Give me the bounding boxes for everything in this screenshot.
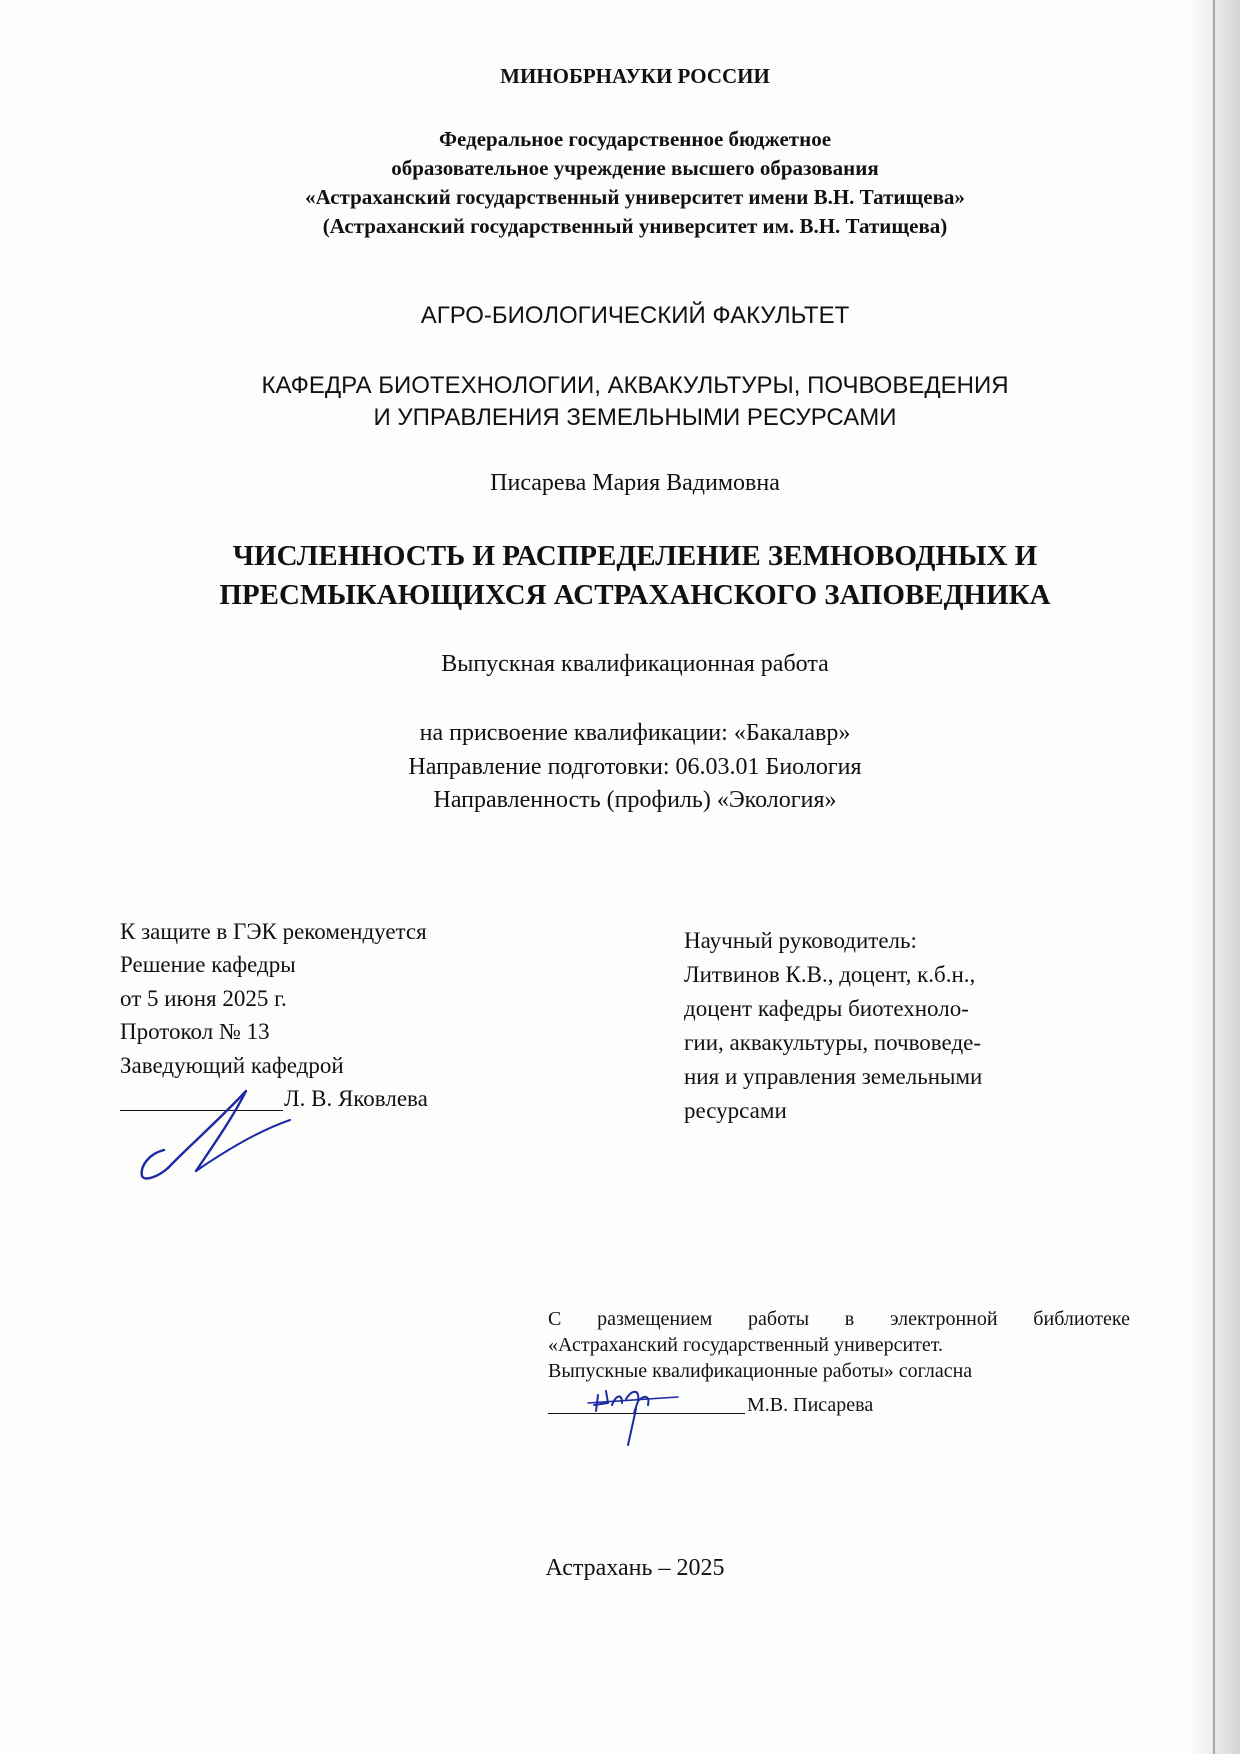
supervisor-line: ния и управления земельными — [684, 1064, 983, 1089]
department-line: КАФЕДРА БИОТЕХНОЛОГИИ, АКВАКУЛЬТУРЫ, ПОЧВОВЕДЕНИЯ — [261, 372, 1009, 399]
supervisor-line: гии, аквакультуры, почвоведе- — [684, 1030, 982, 1055]
city-year: Астрахань – 2025 — [545, 1555, 725, 1581]
ministry-name: МИНОБРНАУКИ РОССИИ — [500, 64, 770, 88]
supervisor-line: доцент кафедры биотехноло- — [684, 996, 969, 1021]
approval-line: Решение кафедры — [120, 952, 296, 977]
thesis-title-line: ПРЕСМЫКАЮЩИХСЯ АСТРАХАНСКОГО ЗАПОВЕДНИКА — [219, 579, 1051, 611]
institution-line: (Астраханский государственный университет им. В.Н. Татищева) — [322, 214, 948, 238]
approval-line: от 5 июня 2025 г. — [120, 986, 287, 1011]
thesis-title-line: ЧИСЛЕННОСТЬ И РАСПРЕДЕЛЕНИЕ ЗЕМНОВОДНЫХ И — [232, 540, 1038, 572]
approval-line: К защите в ГЭК рекомендуется — [120, 919, 427, 944]
qualification-line: Направление подготовки: 06.03.01 Биология — [408, 754, 862, 780]
page-edge-line — [1213, 0, 1215, 1754]
institution-line: «Астраханский государственный университет имени В.Н. Татищева» — [305, 185, 965, 209]
consent-line: Выпускные квалификационные работы» согласна — [548, 1360, 973, 1382]
consent-line: С размещением работы в электронной библиотеке — [548, 1308, 1130, 1330]
institution-line: Федеральное государственное бюджетное — [438, 127, 832, 151]
supervisor-line: Научный руководитель: — [684, 928, 917, 953]
supervisor-line: ресурсами — [684, 1098, 787, 1123]
consent-line: «Астраханский государственный университет. — [548, 1334, 944, 1356]
student-signature-name: М.В. Писарева — [747, 1394, 874, 1416]
qualification-line: Направленность (профиль) «Экология» — [433, 787, 837, 813]
student-signature-image — [578, 1375, 688, 1450]
supervisor-line: Литвинов К.В., доцент, к.б.н., — [684, 962, 976, 987]
approval-line: Протокол № 13 — [120, 1019, 270, 1044]
institution-line: образовательное учреждение высшего образования — [391, 156, 879, 180]
head-signature-image — [130, 1075, 320, 1185]
department-line: И УПРАВЛЕНИЯ ЗЕМЕЛЬНЫМИ РЕСУРСАМИ — [373, 404, 897, 431]
head-signature-name: Л. В. Яковлева — [284, 1086, 428, 1111]
faculty-name: АГРО-БИОЛОГИЧЕСКИЙ ФАКУЛЬТЕТ — [420, 302, 850, 329]
author-name: Писарева Мария Вадимовна — [490, 470, 780, 496]
approval-line: Заведующий кафедрой — [120, 1053, 344, 1078]
work-type: Выпускная квалификационная работа — [441, 651, 829, 677]
qualification-line: на присвоение квалификации: «Бакалавр» — [419, 720, 851, 746]
